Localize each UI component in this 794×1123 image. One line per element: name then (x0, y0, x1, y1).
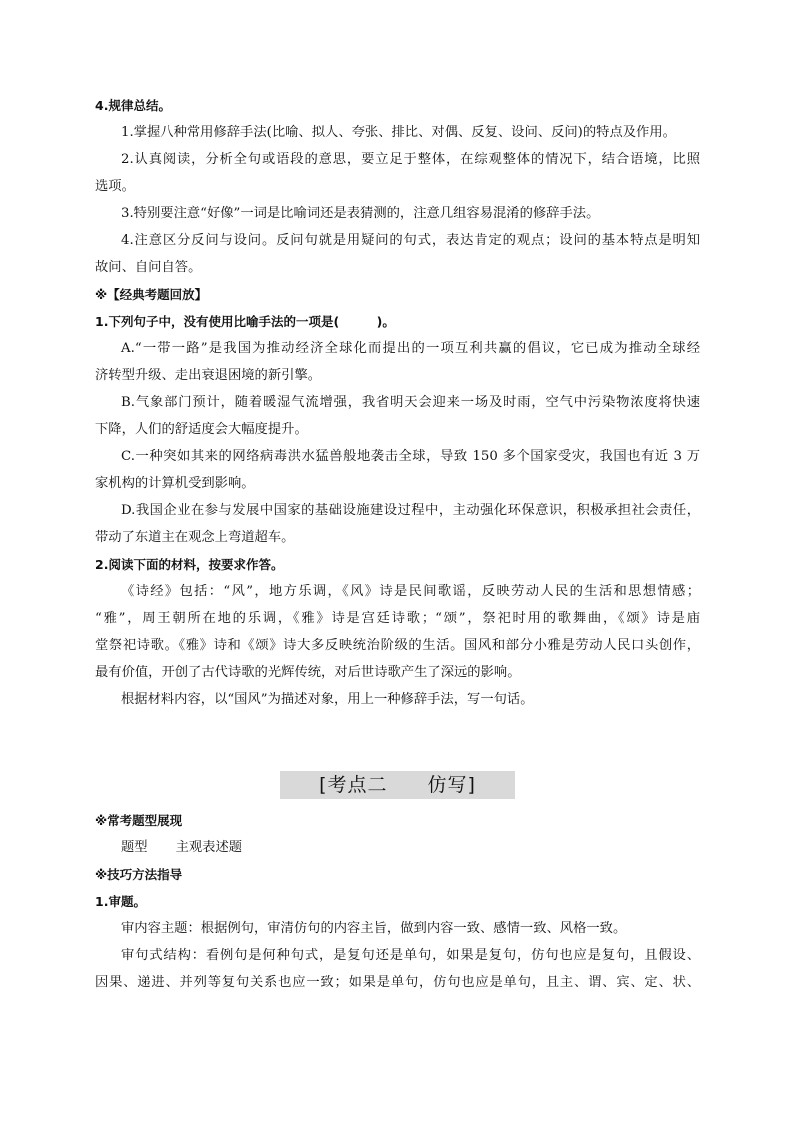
option-a-continuation: 济转型升级、走出衰退困境的新引擎。 (95, 368, 322, 383)
question-type-row (95, 834, 700, 861)
option-d: D.我国企业在参与发展中国家的基础设施建设过程中，主动强化环保意识，积极承担社会责任， (121, 503, 700, 518)
rule-item: 3.特别要注意“好像”一词是比喻词还是表猜测的，注意几组容易混淆的修辞手法。 (121, 206, 600, 221)
method-line: 审内容主题：根据例句，审清仿句的内容主旨，做到内容一致、感情一致、风格一致。 (121, 921, 627, 936)
option-d-continuation: 带动了东道主在观念上弯道超车。 (95, 530, 295, 545)
section-title-box: [考点二 仿写] (280, 771, 515, 799)
rule-item-continuation: 选项。 (95, 179, 135, 194)
material-continuation: “雅”，周王朝所在地的乐调，《雅》诗是宫廷诗歌；“颂”，祭祀时用的歌舞曲，《颂》诗是庙 (95, 611, 700, 626)
option-c: C.一种突如其来的网络病毒洪水猛兽般地袭击全球，导致 150 多个国家受灾，我国也有近 3 万 (121, 449, 700, 464)
option-c-continuation: 家机构的计算机受到影响。 (95, 476, 255, 491)
method-heading: ※技巧方法指导 (95, 867, 183, 882)
option-b: B.气象部门预计，随着暖湿气流增强，我省明天会迎来一场及时雨，空气中污染物浓度将快速 (121, 395, 700, 410)
common-type-heading: ※常考题型展现 (95, 813, 183, 828)
document-page (95, 92, 700, 996)
question-2-stem: 2.阅读下面的材料，按要求作答。 (95, 557, 284, 572)
material-paragraph: 《诗经》包括：“风”，地方乐调，《风》诗是民间歌谣，反映劳动人民的生活和思想情感； (121, 584, 700, 599)
method-line: 审句式结构：看例句是何种句式，是复句还是单句，如果是复句，仿句也应是复句，且假设、 (121, 948, 700, 963)
question-1-stem: 1.下列句子中，没有使用比喻手法的一项是( )。 (95, 314, 395, 329)
option-a: A.“一带一路”是我国为推动经济全球化而提出的一项互利共赢的倡议，它已成为推动全球经 (121, 341, 700, 356)
rule-item: 1.掌握八种常用修辞手法(比喻、拟人、夸张、排比、对偶、反复、设问、反问)的特点及作用。 (121, 125, 676, 140)
question-2-task: 根据材料内容，以“国风”为描述对象，用上一种修辞手法，写一句话。 (121, 692, 534, 707)
option-b-continuation: 下降，人们的舒适度会大幅度提升。 (95, 422, 308, 437)
section-heading: 4.规律总结。 (95, 98, 171, 113)
question-type-label: 题型 (121, 840, 148, 855)
rule-item-continuation: 故问、自问自答。 (95, 260, 202, 275)
material-continuation: 堂祭祀诗歌。《雅》诗和《颂》诗大多反映统治阶级的生活。国风和部分小雅是劳动人民口头创作， (95, 638, 700, 653)
question-type-value: 主观表述题 (175, 840, 243, 855)
rule-item: 4.注意区分反问与设问。反问句就是用疑问的句式，表达肯定的观点；设问的基本特点是明知 (121, 233, 700, 248)
material-continuation: 最有价值，开创了古代诗歌的光辉传统，对后世诗歌产生了深远的影响。 (95, 665, 521, 680)
classic-questions-heading: ※【经典考题回放】 (95, 287, 208, 302)
step-1-heading: 1.审题。 (95, 894, 146, 909)
rule-item: 2.认真阅读，分析全句或语段的意思，要立足于整体，在综观整体的情况下，结合语境，比照 (121, 152, 700, 167)
section-spacer (95, 713, 700, 761)
method-line-continuation: 因果、递进、并列等复句关系也应一致；如果是单句，仿句也应是单句，且主、谓、宾、定、状、 (95, 975, 700, 990)
